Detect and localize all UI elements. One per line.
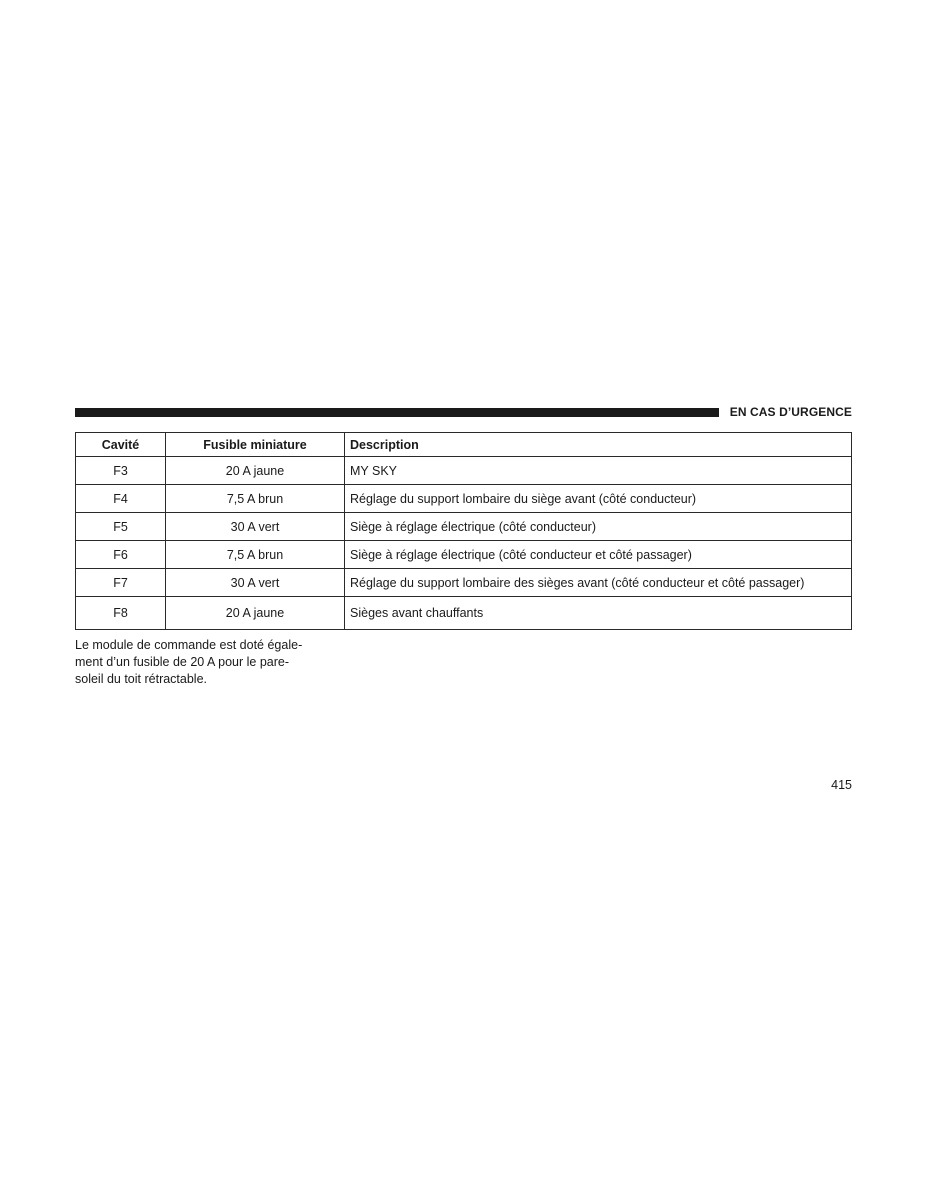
description-cell: Réglage du support lombaire du siège avant (côté conducteur) [345, 485, 852, 513]
fuse-cell: 30 A vert [166, 569, 345, 597]
section-header-bar [75, 408, 719, 417]
cavity-cell: F3 [76, 457, 166, 485]
section-title: EN CAS D’URGENCE [729, 405, 852, 419]
cavity-cell: F5 [76, 513, 166, 541]
table-row [76, 513, 852, 541]
fuse-cell: 20 A jaune [166, 597, 345, 630]
fuse-cell: 7,5 A brun [166, 541, 345, 569]
description-cell: MY SKY [345, 457, 852, 485]
table-row [76, 485, 852, 513]
fuse-cell: 20 A jaune [166, 457, 345, 485]
table-row [76, 597, 852, 630]
column-header-cavity: Cavité [76, 433, 166, 457]
table-header-row [76, 433, 852, 457]
table-row [76, 569, 852, 597]
page-number: 415 [831, 778, 852, 792]
column-header-fuse: Fusible miniature [166, 433, 345, 457]
cavity-cell: F8 [76, 597, 166, 630]
column-header-description: Description [345, 433, 852, 457]
cavity-cell: F6 [76, 541, 166, 569]
fuse-table [75, 432, 852, 630]
table-row [76, 457, 852, 485]
note-paragraph [75, 637, 315, 688]
fuse-cell: 7,5 A brun [166, 485, 345, 513]
cavity-cell: F4 [76, 485, 166, 513]
note-line: soleil du toit rétractable. [75, 672, 208, 686]
fuse-cell: 30 A vert [166, 513, 345, 541]
cavity-cell: F7 [76, 569, 166, 597]
description-cell: Réglage du support lombaire des sièges avant (côté conducteur et côté passager) [345, 569, 852, 597]
description-cell: Siège à réglage électrique (côté conducteur) [345, 513, 852, 541]
description-cell: Siège à réglage électrique (côté conducteur et côté passager) [345, 541, 852, 569]
note-line: ment d’un fusible de 20 A pour le pare- [75, 655, 290, 669]
table-row [76, 541, 852, 569]
note-line: Le module de commande est doté égale- [75, 638, 303, 652]
description-cell: Sièges avant chauffants [345, 597, 852, 630]
